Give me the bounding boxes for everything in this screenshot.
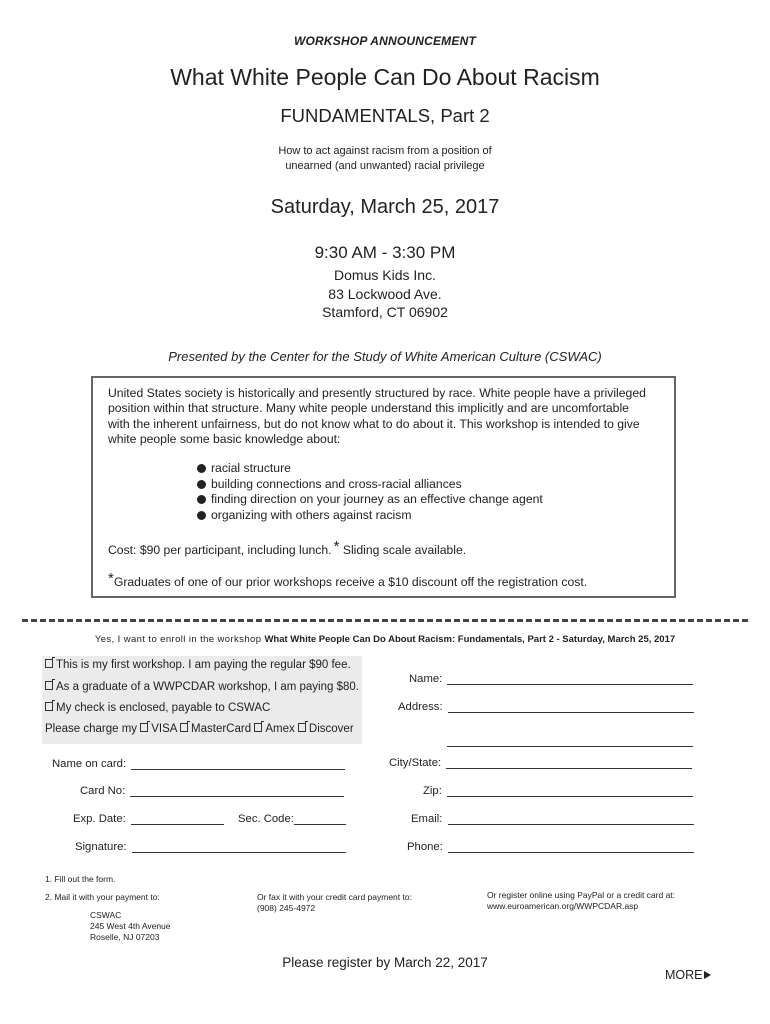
list-item: building connections and cross-racial alliances: [197, 477, 543, 493]
more-link[interactable]: [665, 968, 711, 982]
step-2: 2. Mail it with your payment to:: [45, 892, 160, 902]
asterisk: *: [333, 538, 340, 555]
zip-field: [423, 785, 693, 797]
fax-instructions: [257, 892, 412, 914]
name-on-card-label: Name on card:: [52, 758, 127, 770]
sec-code-field: [238, 813, 346, 825]
announcement-label: WORKSHOP ANNOUNCEMENT: [294, 34, 476, 48]
enroll-statement: [0, 634, 770, 645]
sec-code-input[interactable]: [294, 814, 346, 825]
checkbox-icon[interactable]: [180, 723, 188, 732]
intro-text: [108, 386, 663, 447]
checkbox-icon[interactable]: [45, 702, 53, 711]
page-subtitle: FUNDAMENTALS, Part 2: [280, 105, 490, 126]
option-first-workshop[interactable]: This is my first workshop. I am paying the regular $90 fee.: [45, 659, 351, 671]
name-on-card-input[interactable]: [131, 759, 345, 770]
address-input[interactable]: [448, 702, 694, 713]
card-discover: Discover: [308, 723, 354, 735]
phone-field: [407, 841, 694, 853]
city-state-field: [389, 757, 692, 769]
bullet-icon: [197, 464, 206, 473]
payment-options: [42, 656, 362, 744]
graduate-discount-text: Graduates of one of our prior workshops receive a $10 discount off the registration cost.: [113, 575, 588, 589]
venue-street: 83 Lockwood Ave.: [328, 285, 442, 302]
email-field: [411, 813, 694, 825]
card-visa: VISA: [151, 723, 177, 735]
bullet-icon: [197, 495, 206, 504]
name-input[interactable]: [447, 674, 693, 685]
tagline-line-1: How to act against racism from a position of: [278, 145, 492, 157]
venue-city: Stamford, CT 06902: [322, 304, 448, 320]
online-line-1: Or register online using PayPal or a credit card at:: [487, 890, 676, 900]
checkbox-icon[interactable]: [45, 681, 53, 690]
city-state-label: City/State:: [389, 757, 442, 769]
asterisk: *: [108, 570, 114, 587]
option-graduate[interactable]: As a graduate of a WWPCDAR workshop, I am paying $80.: [45, 681, 359, 693]
email-label: Email:: [411, 813, 443, 825]
info-box: [91, 376, 676, 598]
list-item: organizing with others against racism: [197, 508, 543, 524]
cost-line: [108, 538, 466, 557]
mail-city: Roselle, NJ 07203: [90, 932, 160, 942]
card-number-field: [80, 785, 344, 797]
mail-address: [90, 910, 171, 943]
sliding-scale-text: Sliding scale available.: [342, 543, 467, 557]
page-title: What White People Can Do About Racism: [170, 64, 600, 90]
card-mastercard: MasterCard: [191, 723, 252, 735]
fax-line-1: Or fax it with your credit card payment to:: [257, 892, 412, 902]
event-time: 9:30 AM - 3:30 PM: [314, 243, 456, 262]
signature-field: [75, 841, 346, 853]
address-label: Address:: [398, 701, 443, 713]
checkbox-icon[interactable]: [298, 723, 306, 732]
sec-code-label: Sec. Code:: [238, 813, 294, 825]
tagline-line-2: unearned (and unwanted) racial privilege: [285, 160, 485, 172]
venue-name: Domus Kids Inc.: [334, 267, 436, 283]
arrow-right-icon: [704, 971, 711, 979]
online-url[interactable]: www.euroamerican.org/WWPCDAR.asp: [487, 901, 639, 911]
topic-list: [197, 461, 543, 523]
enroll-prefix: Yes, I want to enroll in the workshop: [94, 634, 262, 645]
intro-line-1: United States society is historically and presently structured by race. White people have a privileged: [108, 386, 646, 400]
card-number-input[interactable]: [130, 786, 344, 797]
tagline: [0, 144, 770, 174]
card-number-label: Card No:: [80, 785, 126, 797]
option-check-enclosed[interactable]: My check is enclosed, payable to CSWAC: [45, 702, 270, 714]
checkbox-icon[interactable]: [45, 659, 53, 668]
zip-input[interactable]: [447, 786, 693, 797]
enroll-workshop-name: What White People Can Do About Racism: Fundamentals, Part 2 - Saturday, March 25, 2017: [264, 634, 676, 645]
signature-label: Signature:: [75, 841, 127, 853]
zip-label: Zip:: [423, 785, 442, 797]
name-field: [409, 673, 693, 685]
card-amex: Amex: [265, 723, 295, 735]
register-deadline: Please register by March 22, 2017: [282, 955, 488, 970]
cut-line: [22, 619, 748, 622]
address-line-2: [447, 729, 693, 747]
presented-by: Presented by the Center for the Study of White American Culture (CSWAC): [168, 349, 602, 364]
phone-label: Phone:: [407, 841, 443, 853]
email-input[interactable]: [448, 814, 694, 825]
intro-line-3: with the inherent unfairness, but do not know what to do about it. This workshop is intended to give: [108, 416, 640, 431]
name-label: Name:: [409, 673, 443, 685]
name-on-card-field: [52, 758, 345, 770]
cost-text: Cost: $90 per participant, including lunch.: [108, 543, 332, 557]
checkbox-icon[interactable]: [254, 723, 262, 732]
exp-date-label: Exp. Date:: [73, 813, 126, 825]
address-field: [398, 701, 694, 713]
venue-address: [0, 266, 770, 322]
address-input-2[interactable]: [447, 736, 693, 747]
step-1: 1. Fill out the form.: [45, 874, 116, 884]
exp-date-input[interactable]: [131, 814, 224, 825]
bullet-icon: [197, 511, 206, 520]
event-date: Saturday, March 25, 2017: [270, 196, 500, 218]
phone-input[interactable]: [448, 842, 694, 853]
more-label: MORE: [665, 968, 703, 982]
intro-line-4: white people some basic knowledge about:: [108, 431, 341, 446]
city-state-input[interactable]: [446, 758, 692, 769]
intro-line-2: position within that structure. Many white people understand this implicitly and are uncomfortable: [108, 401, 629, 416]
checkbox-icon[interactable]: [140, 723, 148, 732]
option-charge-card: Please charge my VISA MasterCard Amex Discover: [45, 723, 354, 735]
mail-org: CSWAC: [90, 910, 122, 920]
exp-date-field: [73, 813, 224, 825]
list-item: racial structure: [197, 461, 543, 477]
bullet-icon: [197, 480, 206, 489]
signature-input[interactable]: [132, 842, 346, 853]
list-item: finding direction on your journey as an effective change agent: [197, 492, 543, 508]
online-instructions: [487, 890, 675, 912]
graduate-discount: [108, 570, 587, 589]
mail-street: 245 West 4th Avenue: [90, 921, 171, 931]
fax-number: (908) 245-4972: [257, 903, 316, 913]
